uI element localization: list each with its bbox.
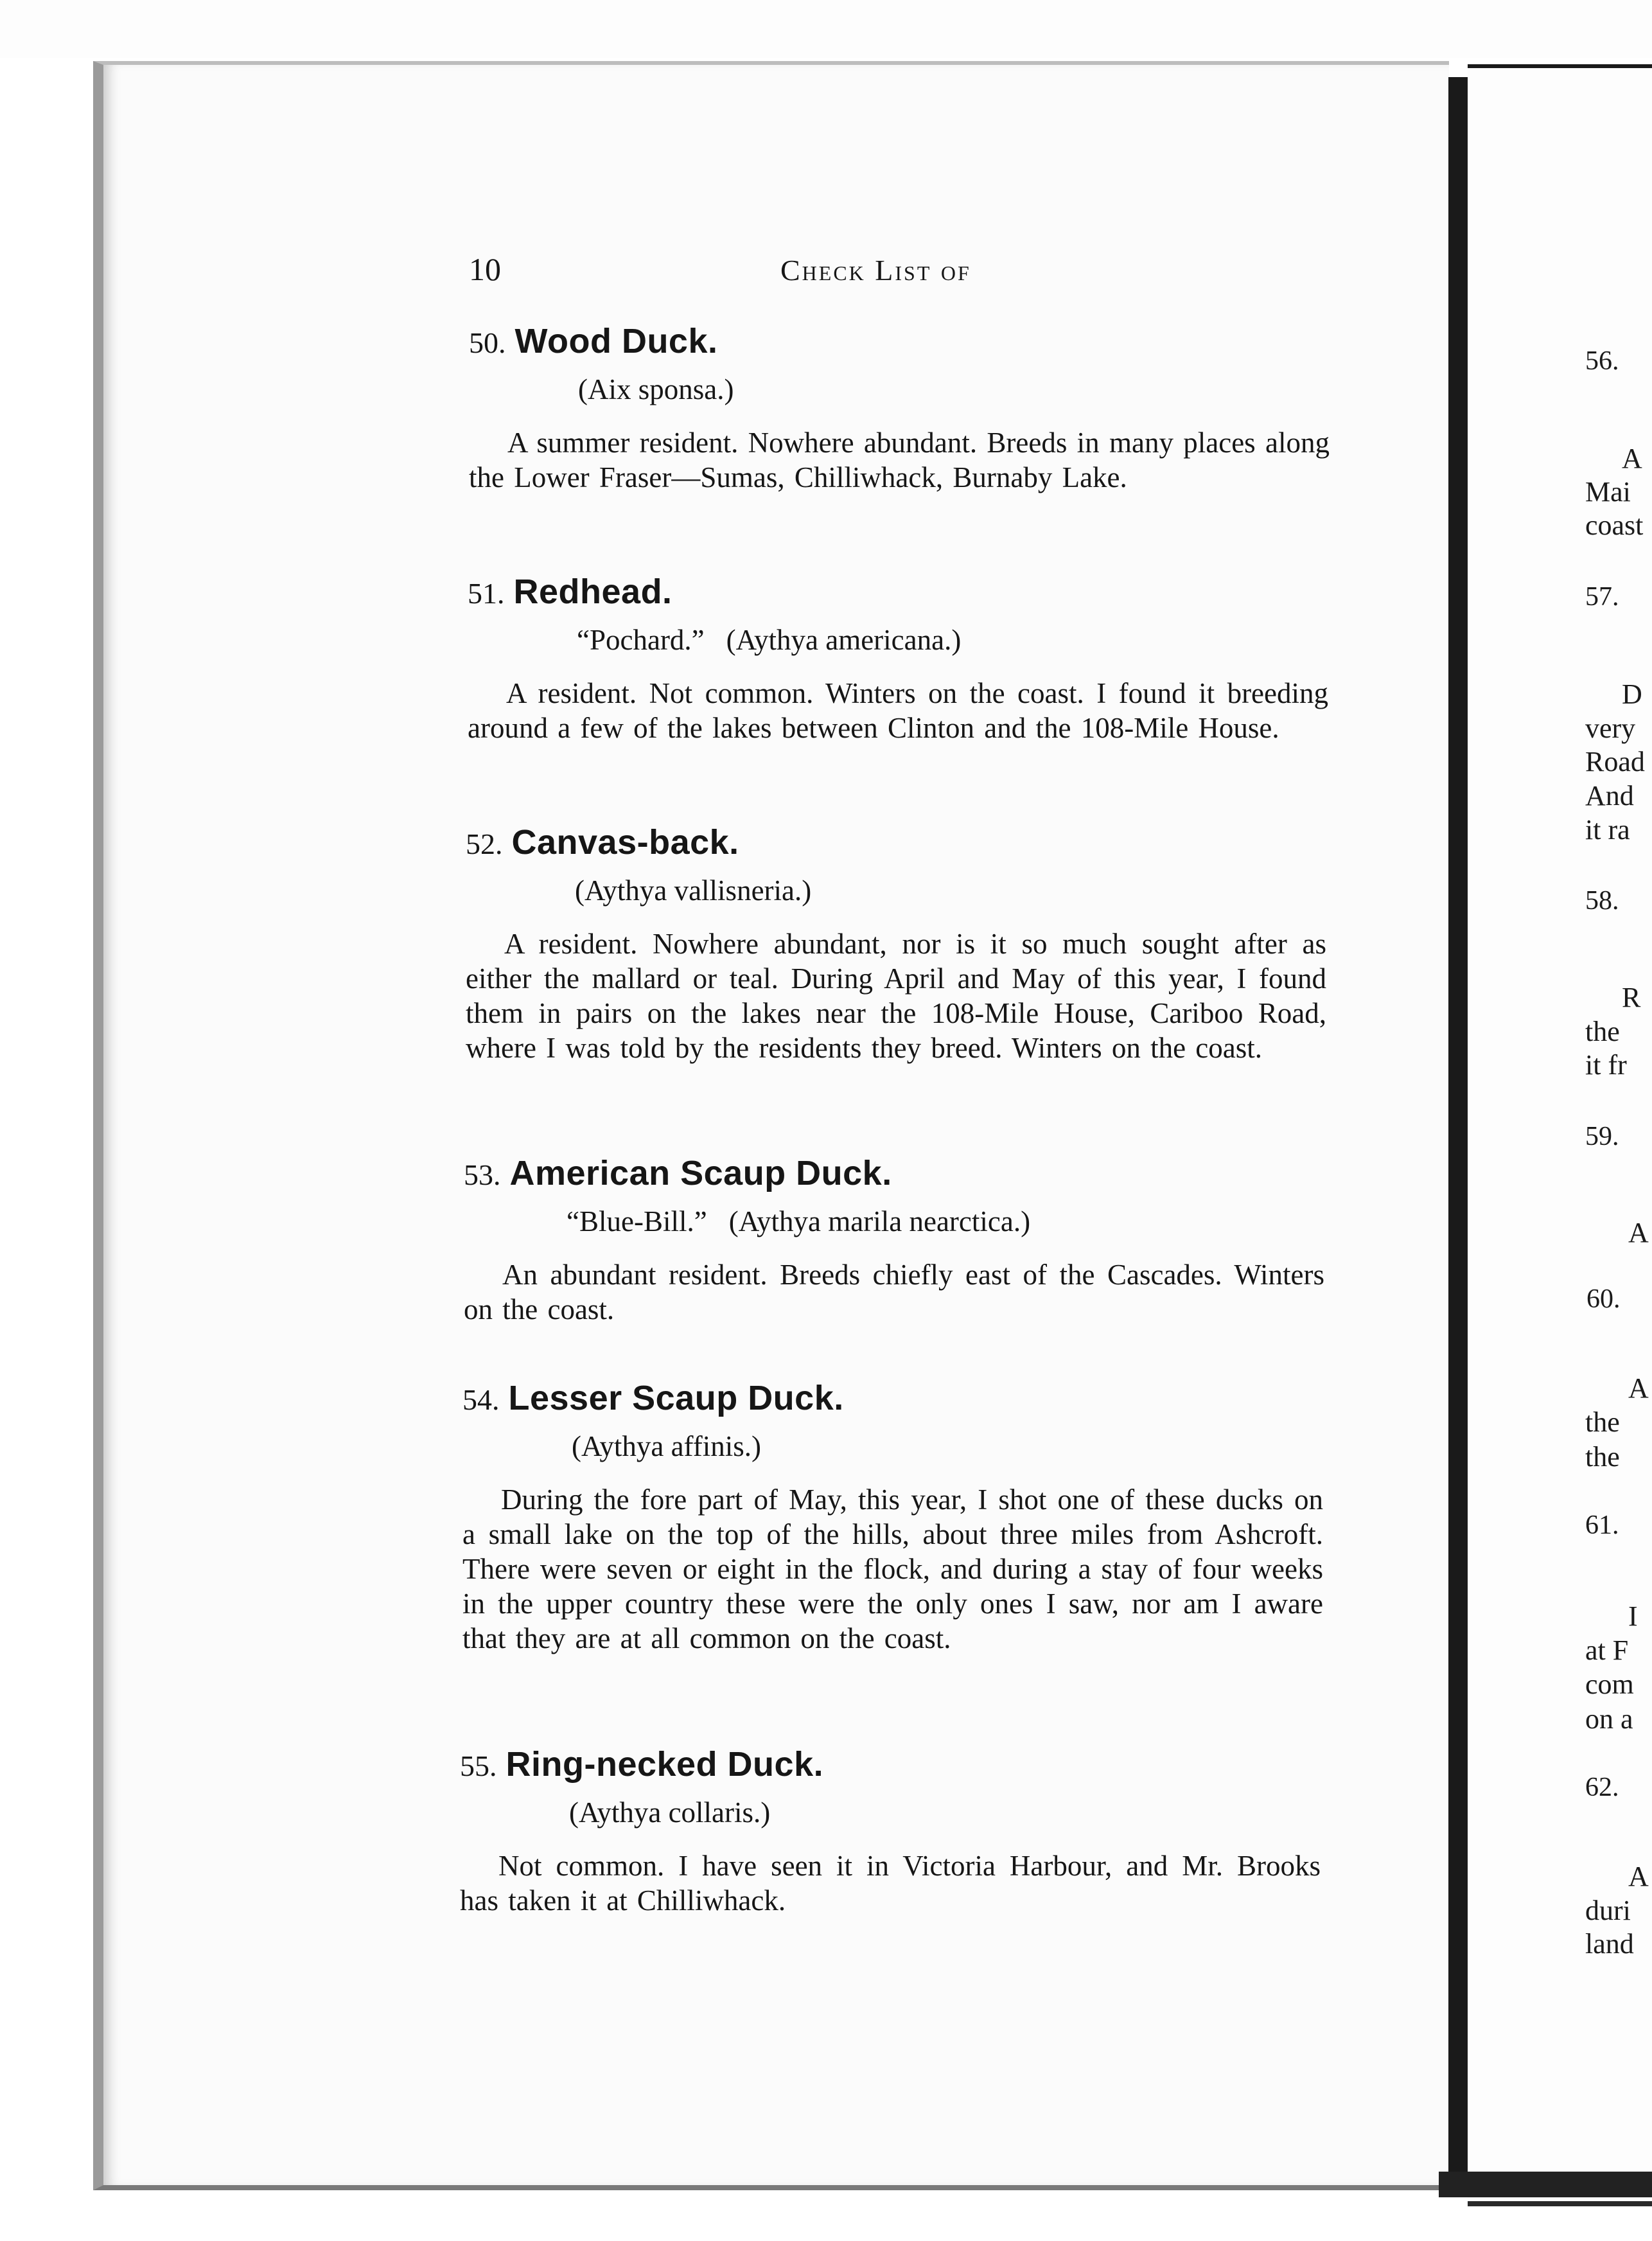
entry-51 <box>468 572 1328 745</box>
running-head <box>469 251 1330 296</box>
entry-number: 54. <box>462 1383 500 1416</box>
entry-text: A resident. Nowhere abundant, nor is it so much sought after as either the mallard or teal. During April and May of this year, I found them in pairs on the lakes near the 108-Mile House, Cariboo Road, where I was told by the residents they breed. Winters on the coast. <box>466 928 1326 1064</box>
entry-52 <box>466 822 1326 1065</box>
entry-name: Redhead. <box>513 572 672 611</box>
book-gutter <box>1448 77 1468 2184</box>
entry-latin-line <box>469 373 1330 406</box>
right-fragment: 56. <box>1585 346 1619 376</box>
entry-name: Lesser Scaup Duck. <box>508 1379 844 1417</box>
latin-name: (Aythya marila nearctica.) <box>728 1205 1031 1237</box>
right-fragment: 61. <box>1585 1510 1619 1540</box>
entry-heading <box>460 1744 1321 1784</box>
entry-name: Canvas-back. <box>511 823 739 862</box>
right-fragment: at F <box>1585 1634 1629 1666</box>
entry-name: Wood Duck. <box>514 322 718 360</box>
entry-number: 51. <box>468 577 505 610</box>
entry-number: 52. <box>466 828 503 860</box>
entry-heading <box>464 1153 1324 1193</box>
right-fragment: Road <box>1585 746 1645 777</box>
page-number: 10 <box>469 251 501 287</box>
entry-latin-line <box>462 1430 1323 1463</box>
right-fragment: it fr <box>1585 1049 1627 1081</box>
entry-heading <box>462 1378 1323 1418</box>
entry-heading <box>466 822 1326 862</box>
scan-top-margin <box>0 0 1652 58</box>
running-title: Check List of <box>780 254 971 287</box>
right-fragment: coast <box>1585 509 1644 541</box>
common-name: “Blue-Bill.” <box>567 1205 707 1237</box>
right-fragment: R <box>1622 982 1641 1013</box>
right-fragment: A <box>1628 1217 1649 1248</box>
entry-text: A summer resident. Nowhere abundant. Breeds in many places along the Lower Fraser—Sumas, Chilliwhack, Burnaby Lake. <box>469 427 1330 493</box>
right-fragment: 60. <box>1586 1284 1621 1314</box>
latin-name: (Aythya affinis.) <box>572 1430 761 1462</box>
right-fragment: D <box>1622 678 1642 710</box>
entry-latin-line <box>468 623 1328 657</box>
right-fragment: And <box>1585 780 1634 811</box>
right-fragment: A <box>1628 1372 1649 1404</box>
entry-number: 50. <box>469 326 506 359</box>
right-fragment: A <box>1622 443 1642 474</box>
right-fragment: very <box>1585 713 1636 744</box>
latin-name: (Aythya americana.) <box>726 624 962 656</box>
entry-number: 55. <box>460 1749 497 1782</box>
entry-latin-line <box>464 1205 1324 1238</box>
latin-name: (Aythya vallisneria.) <box>575 874 812 907</box>
right-fragment: 58. <box>1585 886 1619 916</box>
right-fragment: Mai <box>1585 476 1631 508</box>
common-name: “Pochard.” <box>577 624 705 656</box>
right-fragment: 62. <box>1585 1773 1619 1802</box>
right-fragment: 57. <box>1585 582 1619 612</box>
entry-name: American Scaup Duck. <box>509 1154 892 1192</box>
right-fragment: on a <box>1585 1703 1633 1735</box>
page-edge-shadow <box>1439 2172 1652 2197</box>
right-fragment: 59. <box>1585 1122 1619 1151</box>
right-fragment: it ra <box>1585 814 1630 846</box>
right-fragment: com <box>1585 1669 1634 1700</box>
entry-text: Not common. I have seen it in Victoria Harbour, and Mr. Brooks has taken it at Chilliwhack. <box>460 1850 1321 1917</box>
right-fragment: the <box>1585 1016 1620 1047</box>
right-fragment: the <box>1585 1441 1620 1473</box>
entry-54 <box>462 1378 1323 1656</box>
entry-text: An abundant resident. Breeds chiefly east of the Cascades. Winters on the coast. <box>464 1259 1324 1325</box>
right-fragment: I <box>1628 1600 1638 1632</box>
right-fragment: the <box>1585 1406 1620 1438</box>
right-fragment: duri <box>1585 1895 1631 1926</box>
entry-50 <box>469 321 1330 495</box>
entry-text: A resident. Not common. Winters on the coast. I found it breeding around a few of the lakes between Clinton and the 108-Mile House. <box>468 677 1328 744</box>
right-fragment: land <box>1585 1928 1634 1960</box>
entry-latin-line <box>466 874 1326 907</box>
entry-number: 53. <box>464 1158 501 1191</box>
entry-latin-line <box>460 1796 1321 1829</box>
entry-55 <box>460 1744 1321 1918</box>
latin-name: (Aix sponsa.) <box>578 373 734 405</box>
right-fragment: A <box>1628 1861 1649 1892</box>
latin-name: (Aythya collaris.) <box>569 1796 771 1829</box>
entry-text: During the fore part of May, this year, I shot one of these ducks on a small lake on the top of the hills, about three miles from Ashcroft. There were seven or eight in the flock, and during a stay of four weeks in the upper country these were the only ones I saw, nor am I aware that they are at all common on the coast. <box>462 1484 1323 1654</box>
entry-name: Ring-necked Duck. <box>505 1745 824 1784</box>
entry-heading <box>468 572 1328 612</box>
entry-53 <box>464 1153 1324 1327</box>
entry-heading <box>469 321 1330 361</box>
